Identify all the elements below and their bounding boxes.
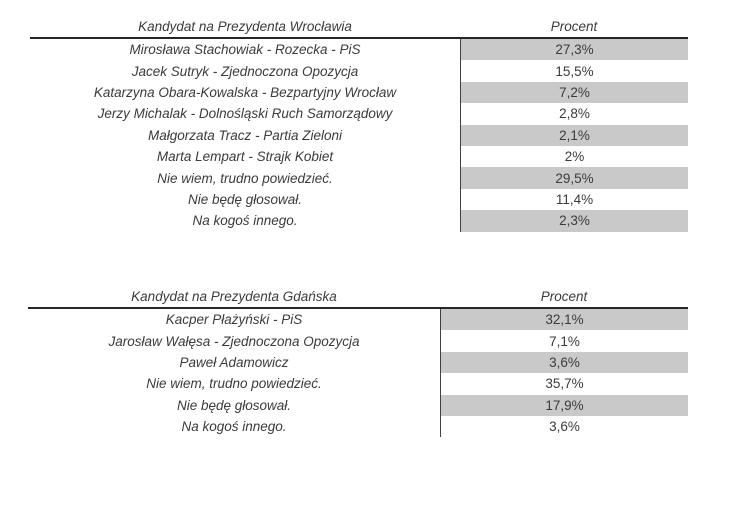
percent-value: 7,2%: [460, 82, 688, 103]
table-row: [30, 60, 688, 81]
candidate-name: Nie będę głosował.: [187, 191, 303, 207]
table-row: [28, 416, 688, 437]
candidate-name: Kacper Płażyński - PiS: [165, 312, 303, 328]
percent-value: 2,8%: [460, 103, 688, 124]
candidate-name: Na kogoś innego.: [181, 419, 287, 435]
candidate-name: Małgorzata Tracz - Partia Zieloni: [147, 127, 343, 143]
table-header-row: [28, 286, 688, 309]
percent-value: 7,1%: [440, 330, 688, 351]
candidate-name: Nie będę głosował.: [176, 397, 292, 413]
percent-value: 11,4%: [460, 189, 688, 210]
table-row: [30, 103, 688, 124]
table-row: [28, 309, 688, 330]
percent-value: 29,5%: [460, 167, 688, 188]
table-row: [28, 330, 688, 351]
percent-value: 3,6%: [440, 352, 688, 373]
percent-column-header: Procent: [550, 19, 598, 34]
percent-value: 15,5%: [460, 60, 688, 81]
table-row: [28, 352, 688, 373]
table-row: [30, 125, 688, 146]
table-row: [30, 210, 688, 231]
percent-value: 3,6%: [440, 416, 688, 437]
percent-column-header: Procent: [540, 289, 588, 304]
table-header-row: [30, 16, 688, 39]
percent-value: 2%: [460, 146, 688, 167]
percent-value: 35,7%: [440, 373, 688, 394]
table-row: [30, 189, 688, 210]
candidate-column-header: Kandydat na Prezydenta Wrocławia: [138, 19, 352, 34]
table-body: [30, 39, 688, 232]
candidate-name: Nie wiem, trudno powiedzieć.: [157, 170, 333, 186]
percent-value: 17,9%: [440, 395, 688, 416]
candidate-name: Paweł Adamowicz: [179, 354, 289, 370]
candidate-name: Marta Lempart - Strajk Kobiet: [156, 149, 334, 165]
table-row: [30, 39, 688, 60]
table-row: [28, 395, 688, 416]
candidate-name: Jacek Sutryk - Zjednoczona Opozycja: [131, 63, 359, 79]
candidate-name: Jerzy Michalak - Dolnośląski Ruch Samorządowy: [97, 106, 393, 122]
percent-value: 2,1%: [460, 125, 688, 146]
gdansk-poll-table: [28, 286, 688, 437]
wroclaw-poll-table: [30, 16, 688, 232]
candidate-name: Katarzyna Obara-Kowalska - Bezpartyjny Wrocław: [93, 84, 397, 100]
candidate-name: Na kogoś innego.: [192, 213, 298, 229]
table-row: [30, 82, 688, 103]
table-row: [30, 146, 688, 167]
candidate-name: Nie wiem, trudno powiedzieć.: [146, 376, 322, 392]
candidate-name: Mirosława Stachowiak - Rozecka - PiS: [129, 42, 361, 58]
percent-value: 32,1%: [440, 309, 688, 330]
table-row: [30, 167, 688, 188]
candidate-column-header: Kandydat na Prezydenta Gdańska: [131, 289, 337, 304]
table-body: [28, 309, 688, 437]
percent-value: 2,3%: [460, 210, 688, 231]
table-row: [28, 373, 688, 394]
percent-value: 27,3%: [460, 39, 688, 60]
candidate-name: Jarosław Wałęsa - Zjednoczona Opozycja: [108, 333, 360, 349]
